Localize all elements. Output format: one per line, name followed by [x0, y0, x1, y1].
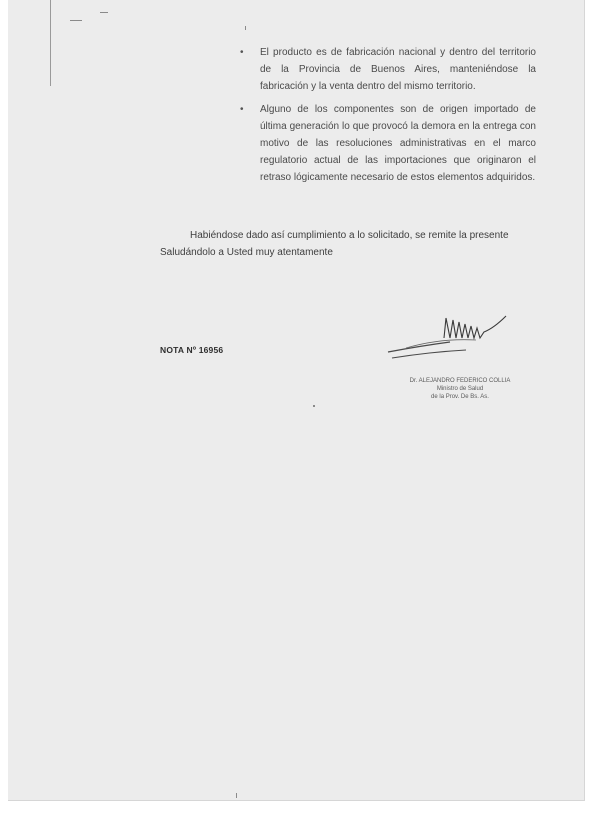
bullet-text: El producto es de fabricación nacional y dentro del territorio de la Provincia de Buenos Aires, manteniéndose la fabricación y la venta dentro del mismo territorio. — [260, 47, 536, 92]
bullet-icon: • — [240, 104, 244, 115]
bullet-text: Alguno de los componentes son de origen importado de última generación lo que provocó la demora en la entrega con motivo de las resoluciones administrativas en el marco regulatorio actual de las importaciones que originaron el retraso lógicamente necesario de estos elementos adquiridos. — [260, 104, 536, 183]
list-item — [236, 44, 536, 95]
signatory-title: Ministro de Salud — [436, 386, 484, 392]
handwritten-signature — [380, 308, 520, 368]
signatory-province: de la Prov. De Bs. As. — [431, 394, 489, 400]
closing-line: Habiéndose dado así cumplimiento a lo solicitado, se remite la presente — [190, 230, 509, 241]
scan-mark — [236, 793, 237, 798]
farewell-line: Saludándolo a Usted muy atentamente — [160, 247, 333, 258]
list-item — [236, 101, 536, 186]
scan-mark — [313, 405, 315, 407]
scan-mark — [70, 20, 82, 21]
margin-line — [50, 0, 51, 86]
scan-mark — [100, 12, 108, 13]
scan-mark — [245, 26, 246, 30]
note-number: NOTA Nº 16956 — [160, 345, 224, 355]
signatory-name: Dr. ALEJANDRO FEDERICO COLLIA — [409, 378, 511, 384]
bullet-icon: • — [240, 47, 244, 58]
closing-paragraph — [160, 227, 530, 261]
signature-block — [380, 377, 540, 401]
bullet-list — [236, 44, 536, 192]
